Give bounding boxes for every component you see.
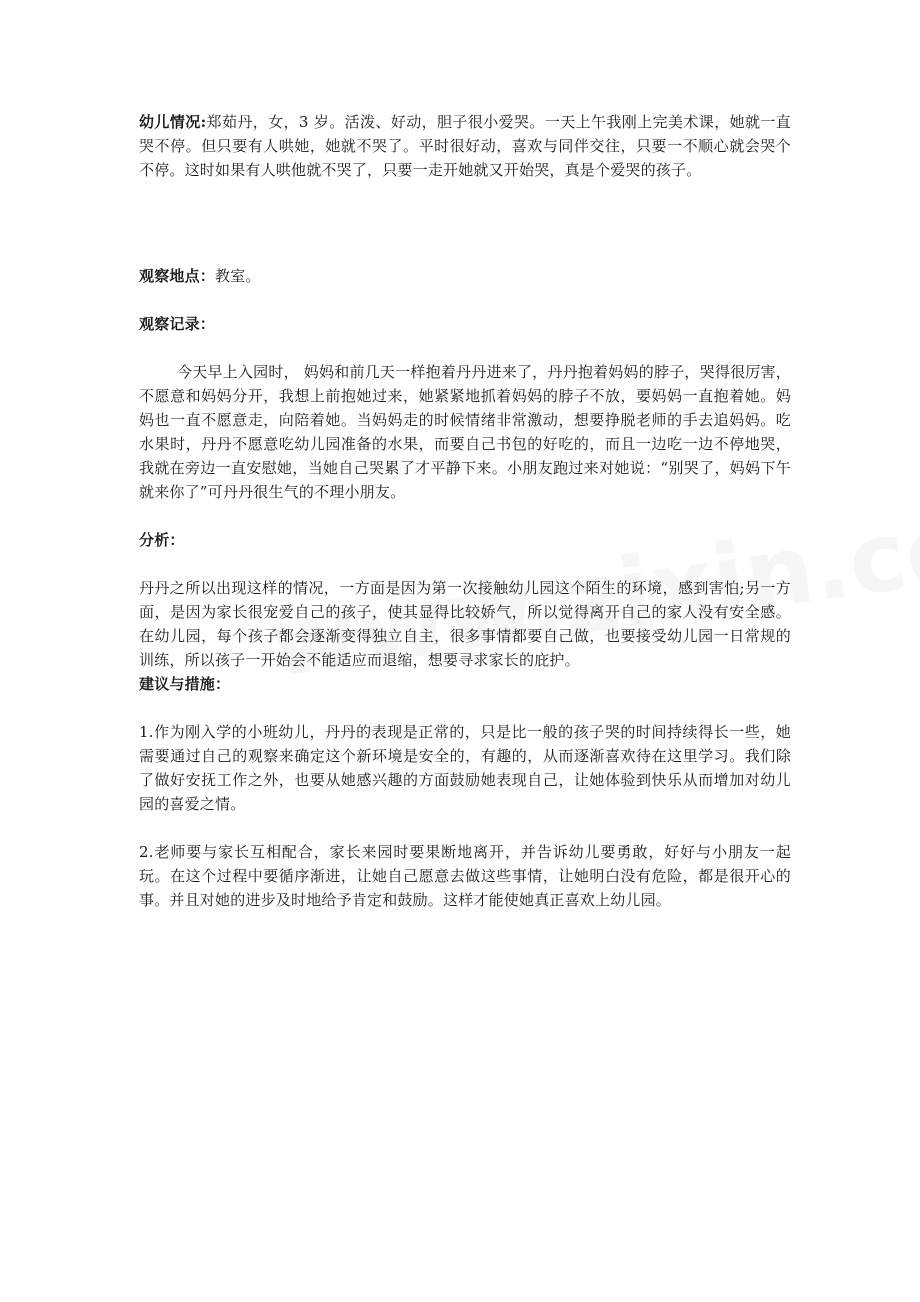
record-text: 今天早上入园时， 妈妈和前几天一样抱着丹丹进来了，丹丹抱着妈妈的脖子，哭得很厉害，不愿意和妈妈分开，我想上前抱她过来，她紧紧地抓着妈妈的脖子不放，要妈妈一直抱着她。妈妈也一直不愿意走，向陪着她。当妈妈走的时候情绪非常激动，想要挣脱老师的手去追妈妈。吃水果时，丹丹不愿意吃幼儿园准备的水果，而要自己书包的好吃的，而且一边吃一边不停地哭，我就在旁边一直安慰她，当她自己哭累了才平静下来。小朋友跑过来对她说：“别哭了，妈妈下午就来你了”可丹丹很生气的不理小朋友。 (139, 363, 791, 501)
location-label: 观察地点： (139, 267, 216, 285)
suggestion-item-2: 2.老师要与家长互相配合，家长来园时要果断地离开，并告诉幼儿要勇敢，好好与小朋友一起玩。在这个过程中要循序渐进，让她自己愿意去做这些事情，让她明白没有危险，都是很开心的事。并且对她的进步及时地给予肯定和鼓励。这样才能使她真正喜欢上幼儿园。 (139, 843, 791, 909)
child-info-paragraph (139, 110, 791, 182)
record-heading: 观察记录： (139, 315, 216, 333)
analysis-heading: 分析： (139, 531, 185, 549)
location-text: 教室。 (215, 267, 261, 285)
document-body (139, 110, 791, 912)
suggestions-heading: 建议与措施： (139, 675, 231, 693)
child-info-text: 郑茹丹，女，3 岁。活泼、好动，胆子很小爱哭。一天上午我刚上完美术课，她就一直哭不停。但只要有人哄她，她就不哭了。平时很好动，喜欢与同伴交往，只要一不顺心就会哭个不停。这时如果有人哄他就不哭了，只要一走开她就又开始哭，真是个爱哭的孩子。 (139, 113, 791, 179)
suggestion-item-1: 1.作为刚入学的小班幼儿，丹丹的表现是正常的，只是比一般的孩子哭的时间持续得长一些，她需要通过自己的观察来确定这个新环境是安全的，有趣的，从而逐渐喜欢待在这里学习。我们除了做好安抚工作之外，也要从她感兴趣的方面鼓励她表现自己，让她体验到快乐从而增加对幼儿园的喜爱之情。 (139, 723, 791, 813)
location-paragraph (139, 264, 791, 288)
child-info-label: 幼儿情况: (139, 113, 207, 131)
analysis-text: 丹丹之所以出现这样的情况，一方面是因为第一次接触幼儿园这个陌生的环境，感到害怕;另一方面，是因为家长很宠爱自己的孩子，使其显得比较娇气，所以觉得离开自己的家人没有安全感。在幼儿园，每个孩子都会逐渐变得独立自主，很多事情都要自己做，也要接受幼儿园一日常规的训练，所以孩子一开始会不能适应而退缩，想要寻求家长的庇护。 (139, 579, 791, 669)
